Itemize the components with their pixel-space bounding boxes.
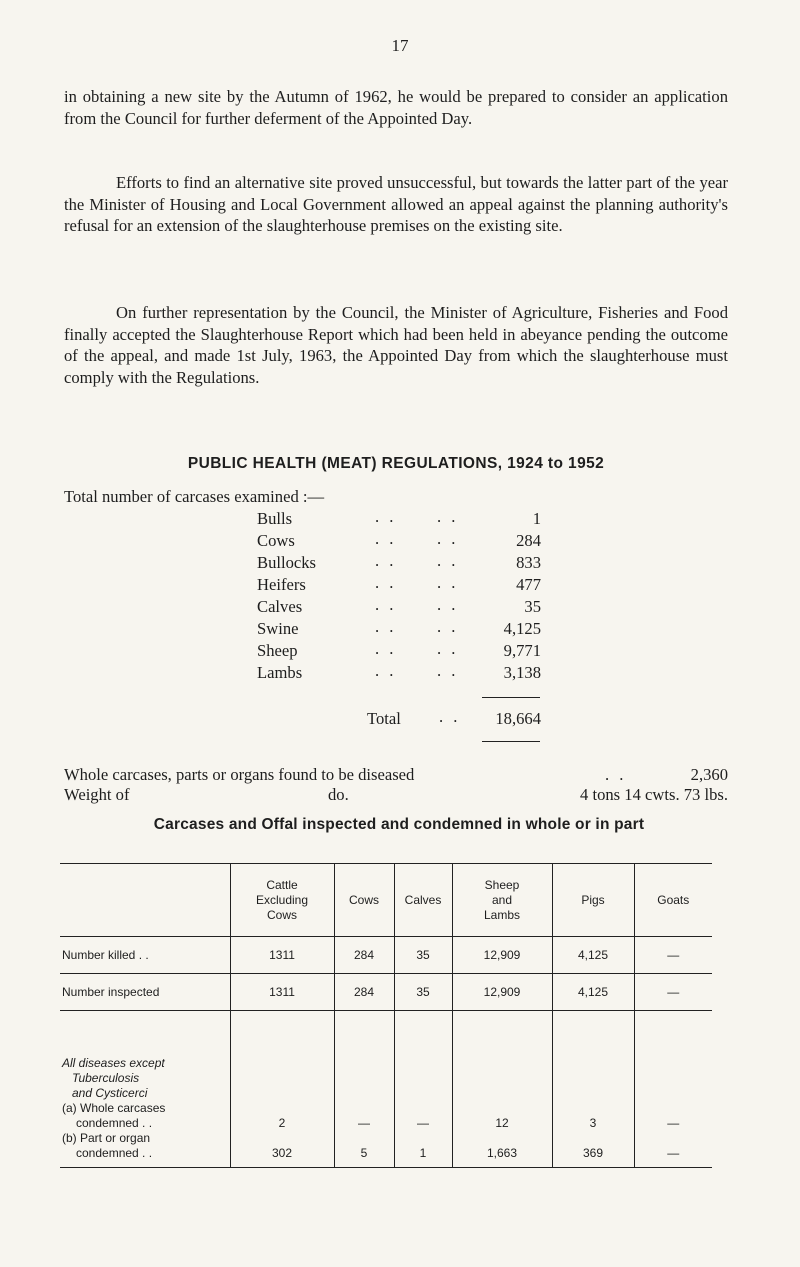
carcase-name: Cows [257, 531, 295, 550]
leader-dots: . . [437, 639, 459, 658]
leader-dots: . . [437, 595, 459, 614]
weight-value: 4 tons 14 cwts. 73 lbs. [580, 785, 728, 804]
table-heading: Carcases and Offal inspected and condemned in whole or in part [153, 816, 645, 833]
diseased-line [64, 765, 728, 787]
carcase-row-lambs [257, 663, 547, 685]
row-label: Number inspected [60, 974, 230, 1011]
carcase-row-bulls [257, 509, 547, 531]
weight-label: Weight of [64, 785, 130, 804]
leader-dots: . . [375, 507, 397, 526]
leader-dots: . . [375, 529, 397, 548]
table-cell: 284 [334, 937, 394, 974]
row-label-diseases: All diseases except Tuberculosis and Cysticerci (a) Whole carcases condemned . . (b) Part or organ condemned . . [60, 1011, 230, 1168]
leader-dots: . . [437, 573, 459, 592]
leader-dots: . . [375, 639, 397, 658]
table-cell: 2 302 [230, 1011, 334, 1168]
inspection-table [60, 863, 712, 1168]
regulations-heading: PUBLIC HEALTH (MEAT) REGULATIONS, 1924 to 1952 [187, 455, 605, 472]
header-pigs: Pigs [552, 864, 634, 937]
page-number: 17 [391, 36, 409, 55]
paragraph-continuation: in obtaining a new site by the Autumn of 1962, he would be prepared to consider an application from the Council for further deferment of the Appointed Day. [64, 87, 728, 128]
carcase-row-calves [257, 597, 547, 619]
carcase-name: Lambs [257, 663, 303, 682]
carcase-value: 4,125 [503, 619, 541, 638]
table-cell: 12 1,663 [452, 1011, 552, 1168]
leader-dots: . . [375, 617, 397, 636]
table-cell: 1311 [230, 937, 334, 974]
carcase-value: 284 [516, 531, 541, 550]
carcase-name: Heifers [257, 575, 306, 594]
carcase-value: 3,138 [503, 663, 541, 682]
leader-dots: . . [375, 551, 397, 570]
table-cell: 4,125 [552, 974, 634, 1011]
leader-dots: . . [375, 573, 397, 592]
carcase-row-heifers [257, 575, 547, 597]
table-cell: 4,125 [552, 937, 634, 974]
table-cell: 284 [334, 974, 394, 1011]
carcase-value: 1 [532, 509, 541, 528]
header-blank [60, 864, 230, 937]
carcases-intro: Total number of carcases examined :— [64, 487, 325, 506]
carcase-row-sheep [257, 641, 547, 663]
leader-dots: . . [375, 595, 397, 614]
header-calves: Calves [394, 864, 452, 937]
carcase-name: Bullocks [257, 553, 317, 572]
table-cell: 12,909 [452, 974, 552, 1011]
carcases-total-row [257, 709, 547, 731]
table-cell: — 1 [394, 1011, 452, 1168]
leader-dots: . . [437, 617, 459, 636]
table-cell: — — [634, 1011, 712, 1168]
table-row-killed [60, 937, 712, 974]
leader-dots: . . [375, 661, 397, 680]
header-goats: Goats [634, 864, 712, 937]
table-cell: — [634, 937, 712, 974]
diseased-value: 2,360 [690, 765, 728, 784]
table-cell: 12,909 [452, 937, 552, 974]
carcases-list [257, 509, 547, 685]
leader-dots: . . [437, 507, 459, 526]
carcase-name: Bulls [257, 509, 293, 528]
leader-dots: . . [439, 707, 461, 726]
carcase-name: Swine [257, 619, 299, 638]
carcase-name: Calves [257, 597, 303, 616]
table-cell: 1311 [230, 974, 334, 1011]
leader-dots: . . [605, 765, 627, 784]
paragraph-alternative-site: Efforts to find an alternative site proved unsuccessful, but towards the latter part of the year the Minister of Housing and Local Government allowed an appeal against the planning authority's refusal for an extension of the slaughterhouse premises on the existing site. [64, 173, 728, 235]
carcase-row-cows [257, 531, 547, 553]
table-row-inspected [60, 974, 712, 1011]
leader-dots: . . [437, 529, 459, 548]
table-cell: 35 [394, 974, 452, 1011]
header-cattle: Cattle Excluding Cows [230, 864, 334, 937]
table-cell: 3 369 [552, 1011, 634, 1168]
header-cows: Cows [334, 864, 394, 937]
carcase-row-swine [257, 619, 547, 641]
total-label: Total [367, 709, 401, 728]
carcase-row-bullocks [257, 553, 547, 575]
table-cell: — [634, 974, 712, 1011]
weight-line [64, 785, 728, 807]
carcase-value: 833 [516, 553, 541, 572]
table-header-row [60, 864, 712, 937]
total-rule-bottom [482, 741, 540, 742]
table-cell: — 5 [334, 1011, 394, 1168]
leader-dots: . . [437, 661, 459, 680]
carcase-value: 9,771 [503, 641, 541, 660]
diseased-label: Whole carcases, parts or organs found to be diseased [64, 765, 415, 784]
total-rule-top [482, 697, 540, 698]
paragraph-minister-representation: On further representation by the Council, the Minister of Agriculture, Fisheries and Food finally accepted the Slaughterhouse Report which had been held in abeyance pending the outcome of the appeal, and made 1st July, 1963, the Appointed Day from which the slaughterhouse must comply with the Regulations. [64, 303, 728, 387]
table-cell: 35 [394, 937, 452, 974]
table-row-diseases [60, 1011, 712, 1168]
leader-dots: . . [437, 551, 459, 570]
carcase-value: 477 [516, 575, 541, 594]
weight-ditto: do. [328, 785, 349, 804]
total-value: 18,664 [495, 709, 541, 728]
header-sheep-lambs: Sheep and Lambs [452, 864, 552, 937]
carcase-value: 35 [524, 597, 541, 616]
carcase-name: Sheep [257, 641, 298, 660]
row-label: Number killed . . [60, 937, 230, 974]
